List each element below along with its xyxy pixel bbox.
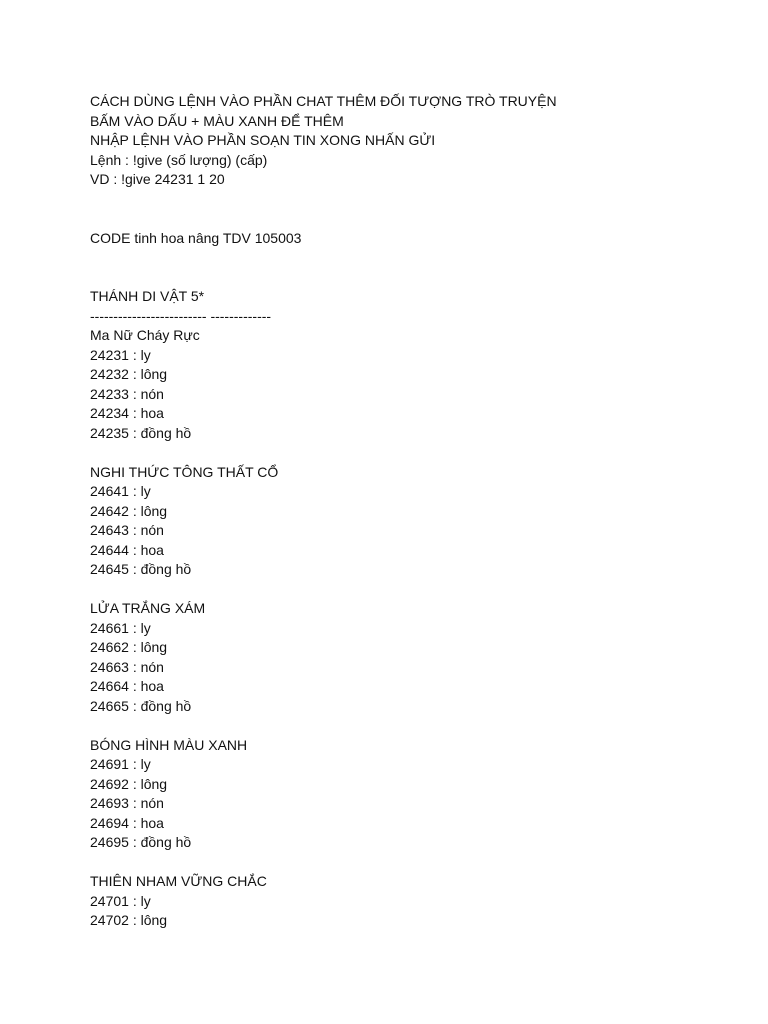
instruction-line: NHẬP LỆNH VÀO PHẦN SOẠN TIN XONG NHẤN GỬI	[90, 132, 436, 148]
set-item: 24692 : lông	[90, 775, 168, 792]
set-item: 24231 : ly	[90, 346, 151, 363]
set-item: 24233 : nón	[90, 385, 164, 402]
set-name: BÓNG HÌNH MÀU XANH	[90, 736, 248, 753]
set-item: 24643 : nón	[90, 522, 164, 538]
set-item: 24662 : lông	[90, 639, 168, 655]
set-item: 24661 : ly	[90, 619, 151, 636]
set-item: 24235 : đồng hồ	[90, 424, 192, 441]
instruction-line: CÁCH DÙNG LỆNH VÀO PHẦN CHAT THÊM ĐỐI TƯỢNG TRÒ TRUYỆN	[90, 93, 557, 109]
artifact-set	[90, 872, 748, 931]
set-item: 24701 : ly	[90, 892, 151, 909]
artifact-set	[90, 326, 748, 443]
command-syntax-line: Lệnh : !give (số lượng) (cấp)	[90, 151, 268, 168]
set-name: LỬA TRẮNG XÁM	[90, 600, 206, 616]
set-item: 24693 : nón	[90, 795, 164, 811]
set-item: 24694 : hoa	[90, 814, 164, 831]
instructions-block	[90, 92, 748, 190]
set-name: NGHI THỨC TÔNG THẤT CỔ	[90, 463, 279, 480]
set-name: THIÊN NHAM VỮNG CHẮC	[90, 873, 267, 889]
set-item: 24641 : ly	[90, 483, 151, 499]
set-item: 24702 : lông	[90, 912, 168, 928]
set-name: Ma Nữ Cháy Rực	[90, 327, 200, 343]
document-page	[90, 92, 748, 931]
set-item: 24695 : đồng hồ	[90, 834, 192, 850]
section-title: THÁNH DI VẬT 5*	[90, 288, 205, 304]
artifact-set	[90, 599, 748, 716]
code-line: CODE tinh hoa nâng TDV 105003	[90, 229, 302, 246]
set-item: 24234 : hoa	[90, 405, 164, 421]
command-example-line: VD : !give 24231 1 20	[90, 171, 225, 187]
set-item: 24645 : đồng hồ	[90, 561, 192, 577]
divider-line: ------------------------- -------------	[90, 307, 272, 324]
set-item: 24642 : lông	[90, 502, 168, 519]
set-item: 24232 : lông	[90, 366, 168, 382]
instruction-line: BẤM VÀO DẤU + MÀU XANH ĐỂ THÊM	[90, 112, 344, 129]
set-item: 24644 : hoa	[90, 541, 164, 558]
set-item: 24663 : nón	[90, 658, 164, 675]
artifact-set	[90, 463, 748, 580]
set-item: 24665 : đồng hồ	[90, 697, 192, 714]
set-item: 24664 : hoa	[90, 678, 164, 694]
set-item: 24691 : ly	[90, 756, 151, 772]
artifact-set	[90, 736, 748, 853]
